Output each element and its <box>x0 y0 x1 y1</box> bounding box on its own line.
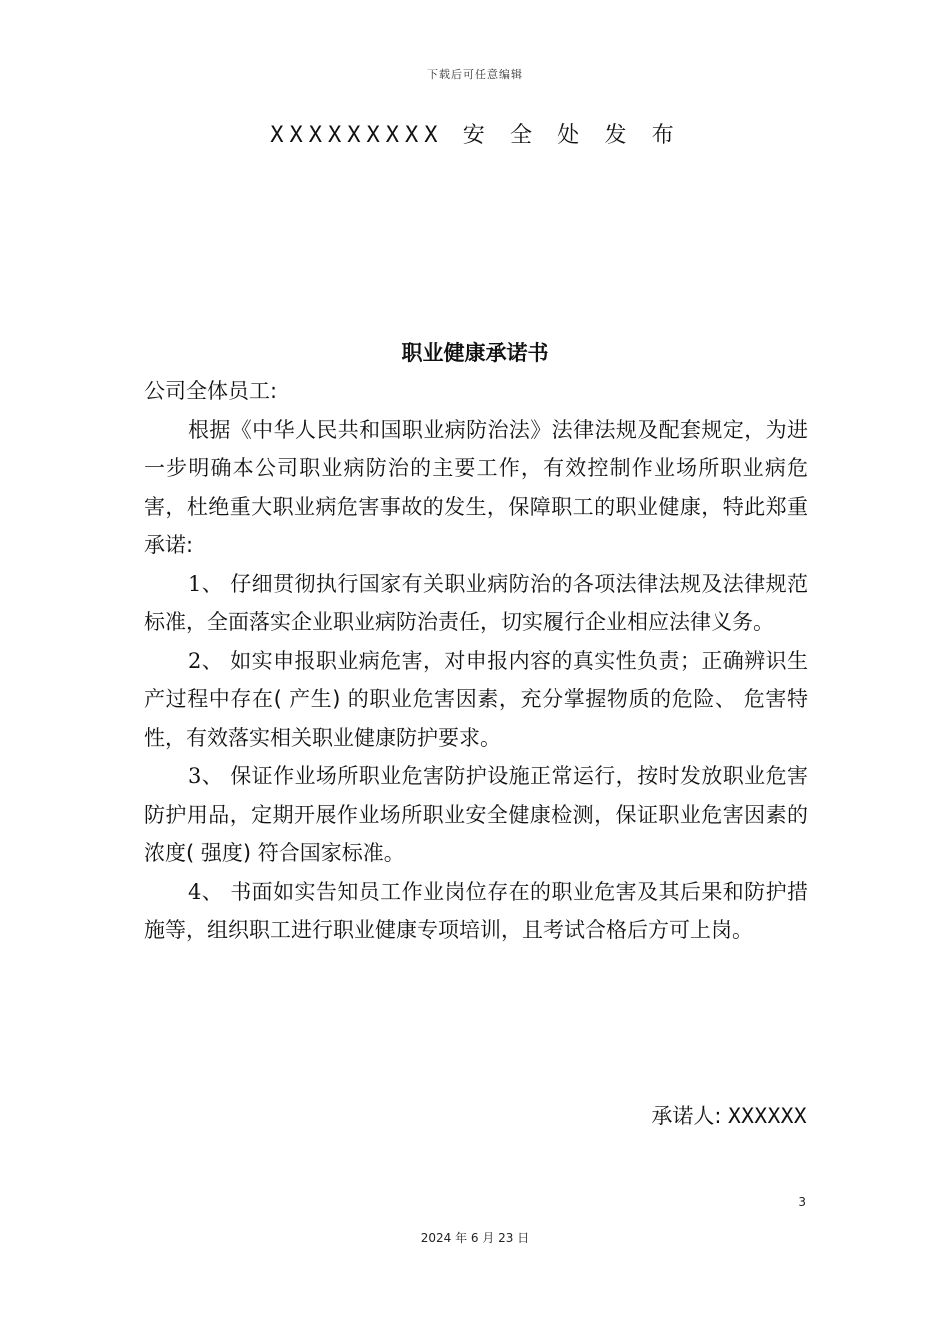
page-number: 3 <box>798 1195 806 1209</box>
commitment-item-2 <box>144 642 808 758</box>
commitment-item-4 <box>144 873 808 950</box>
signature-label: 承诺人: <box>651 1104 722 1128</box>
signature-name: XXXXXX <box>728 1104 807 1128</box>
item-text: 仔细贯彻执行国家有关职业病防治的各项法律法规及法律规范标准，全面落实企业职业病防治责任，切实履行企业相应法律义务。 <box>144 571 808 634</box>
commitment-item-3 <box>144 757 808 873</box>
footer-date: 2024 年 6 月 23 日 <box>420 1231 530 1245</box>
document-body <box>144 372 808 950</box>
item-text: 如实申报职业病危害，对申报内容的真实性负责；正确辨识生产过程中存在( 产生) 的职业危害因素，充分掌握物质的危险、 危害特性，有效落实相关职业健康防护要求。 <box>144 648 808 750</box>
item-number: 2、 <box>188 648 224 673</box>
salutation: 公司全体员工: <box>144 379 278 403</box>
item-number: 4、 <box>188 879 224 904</box>
commitment-item-1 <box>144 565 808 642</box>
signature-block <box>651 1100 807 1130</box>
issuer-line: XXXXXXXXX 安 全 处 发 布 <box>270 123 680 148</box>
item-number: 1、 <box>188 571 224 596</box>
item-number: 3、 <box>188 764 224 788</box>
document-title: 职业健康承诺书 <box>401 341 549 365</box>
header-note: 下载后可任意编辑 <box>427 68 523 81</box>
intro-paragraph: 根据《中华人民共和国职业病防治法》法律法规及配套规定，为进一步明确本公司职业病防治的主要工作，有效控制作业场所职业病危害，杜绝重大职业病危害事故的发生，保障职工的职业健康，特此郑重承诺: <box>144 417 808 557</box>
item-text: 保证作业场所职业危害防护设施正常运行，按时发放职业危害防护用品，定期开展作业场所职业安全健康检测，保证职业危害因素的浓度( 强度) 符合国家标准。 <box>144 764 808 865</box>
item-text: 书面如实告知员工作业岗位存在的职业危害及其后果和防护措施等，组织职工进行职业健康专项培训，且考试合格后方可上岗。 <box>144 879 808 942</box>
